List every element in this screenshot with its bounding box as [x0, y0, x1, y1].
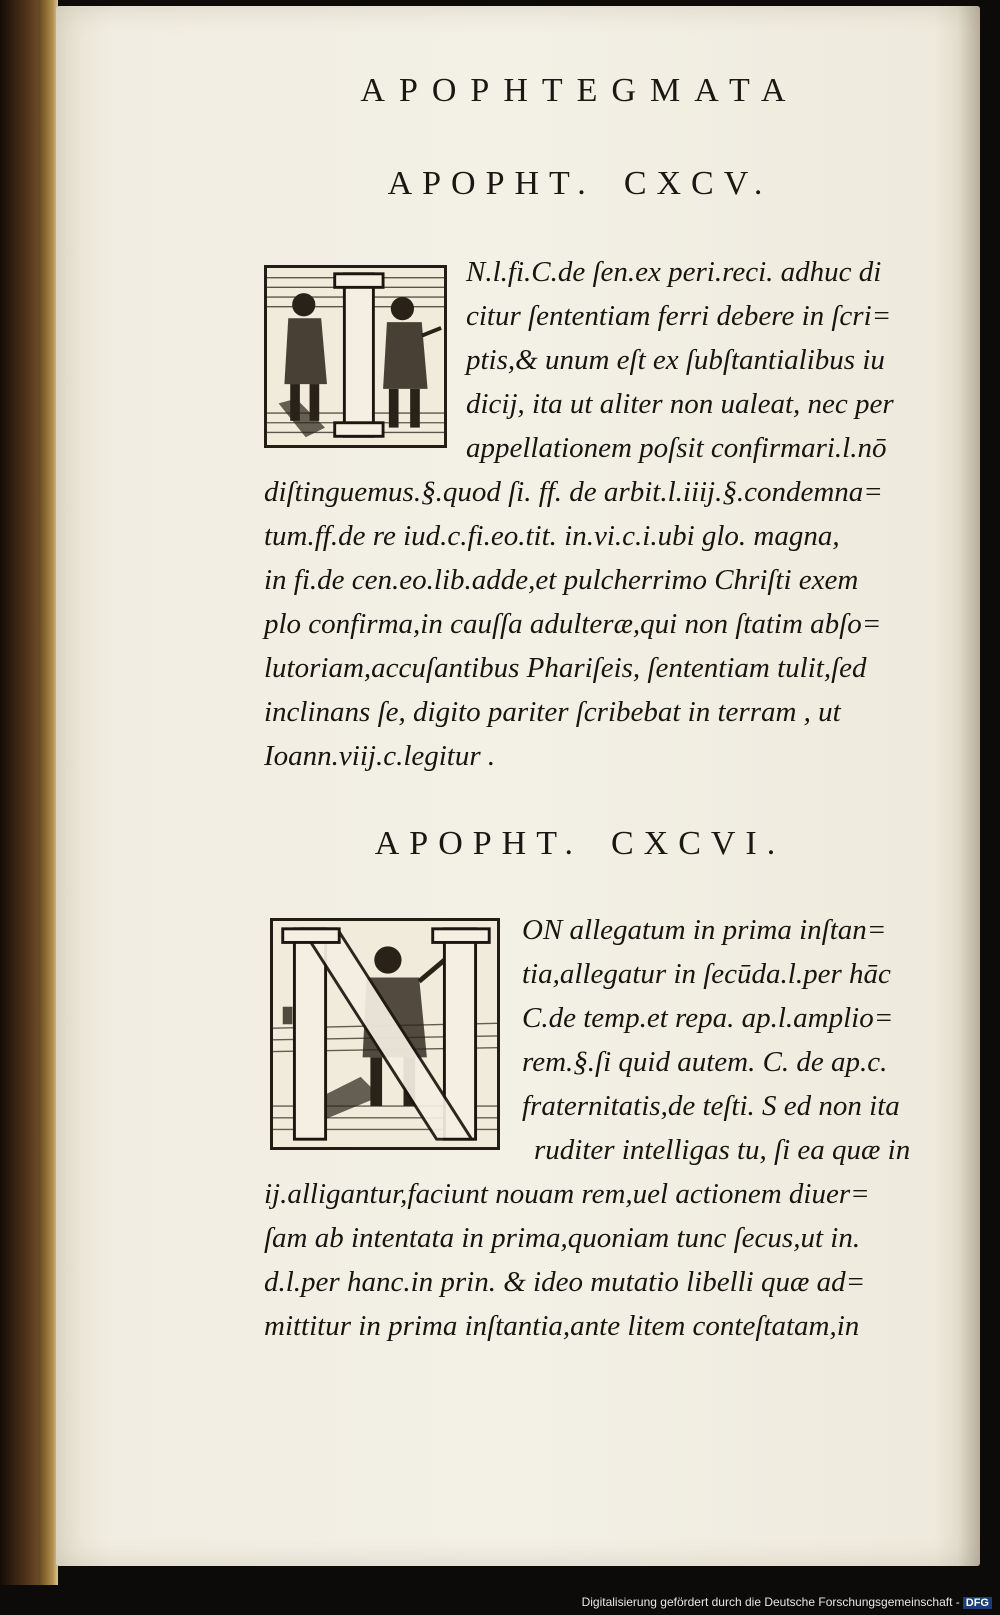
heading-number: CXCVI.	[610, 825, 786, 862]
text-line: Ioann.viij.c.legitur .	[264, 740, 496, 772]
text-line: ptis,& unum eſt ex ſubſtantialibus iu	[466, 344, 885, 376]
text-line: tum.ff.de re iud.c.fi.eo.tit. in.vi.c.i.ubi glo. magna,	[264, 520, 840, 552]
text-line: in fi.de cen.eo.lib.adde,et pulcherrimo Chriſti exem	[264, 564, 859, 596]
text-line: rem.§.ſi quid autem. C. de ap.c.	[522, 1046, 888, 1078]
text-line: dicij, ita ut aliter non ualeat, nec per	[466, 388, 894, 420]
text-line: citur ſententiam ferri debere in ſcri=	[466, 300, 892, 332]
digitization-credit	[582, 1595, 992, 1609]
text-line: lutoriam,accuſantibus Phariſeis, ſententiam tulit,ſed	[264, 652, 867, 684]
text-line: tia,allegatur in ſecūda.l.per hāc	[522, 958, 891, 990]
heading-number: CXCV.	[623, 165, 773, 202]
apophthegm-196-text	[264, 908, 910, 1348]
text-line: d.l.per hanc.in prin. & ideo mutatio libelli quæ ad=	[264, 1266, 866, 1298]
heading-label: APOPHT.	[387, 165, 596, 202]
text-line: C.de temp.et repa. ap.l.amplio=	[522, 1002, 894, 1034]
page-shadow	[958, 6, 980, 1566]
apophthegm-heading-195	[300, 165, 860, 203]
text-line: appellationem poſsit confirmari.l.nō	[466, 432, 887, 464]
running-head: APOPHTEGMATA	[360, 72, 800, 109]
text-line: ij.alligantur,faciunt nouam rem,uel actionem diuer=	[264, 1178, 870, 1210]
dfg-logo: DFG	[963, 1597, 992, 1609]
text-line: ſam ab intentata in prima,quoniam tunc ſecus,ut in.	[264, 1222, 861, 1254]
credit-text: Digitalisierung gefördert durch die Deutsche Forschungsgemeinschaft -	[581, 1595, 960, 1609]
text-line: inclinans ſe, digito pariter ſcribebat in terram , ut	[264, 696, 841, 728]
book-binding	[0, 0, 38, 1585]
apophthegm-heading-196	[300, 825, 860, 863]
text-line: fraternitatis,de teſti. S ed non ita	[522, 1090, 900, 1122]
text-line: ON allegatum in prima inſtan=	[522, 914, 887, 946]
text-line: mittitur in prima inſtantia,ante litem conteſtatam,in	[264, 1310, 860, 1342]
text-line: ruditer intelligas tu, ſi ea quæ in	[534, 1134, 911, 1166]
text-line: diſtinguemus.§.quod ſi. ff. de arbit.l.iiij.§.condemna=	[264, 476, 883, 508]
text-line: plo confirma,in cauſſa adulteræ,qui non ſtatim abſo=	[264, 608, 882, 640]
apophthegm-195-text	[264, 250, 894, 778]
page-edge	[38, 0, 58, 1585]
heading-label: APOPHT.	[374, 825, 583, 862]
text-line: N.l.fi.C.de ſen.ex peri.reci. adhuc di	[466, 256, 882, 288]
